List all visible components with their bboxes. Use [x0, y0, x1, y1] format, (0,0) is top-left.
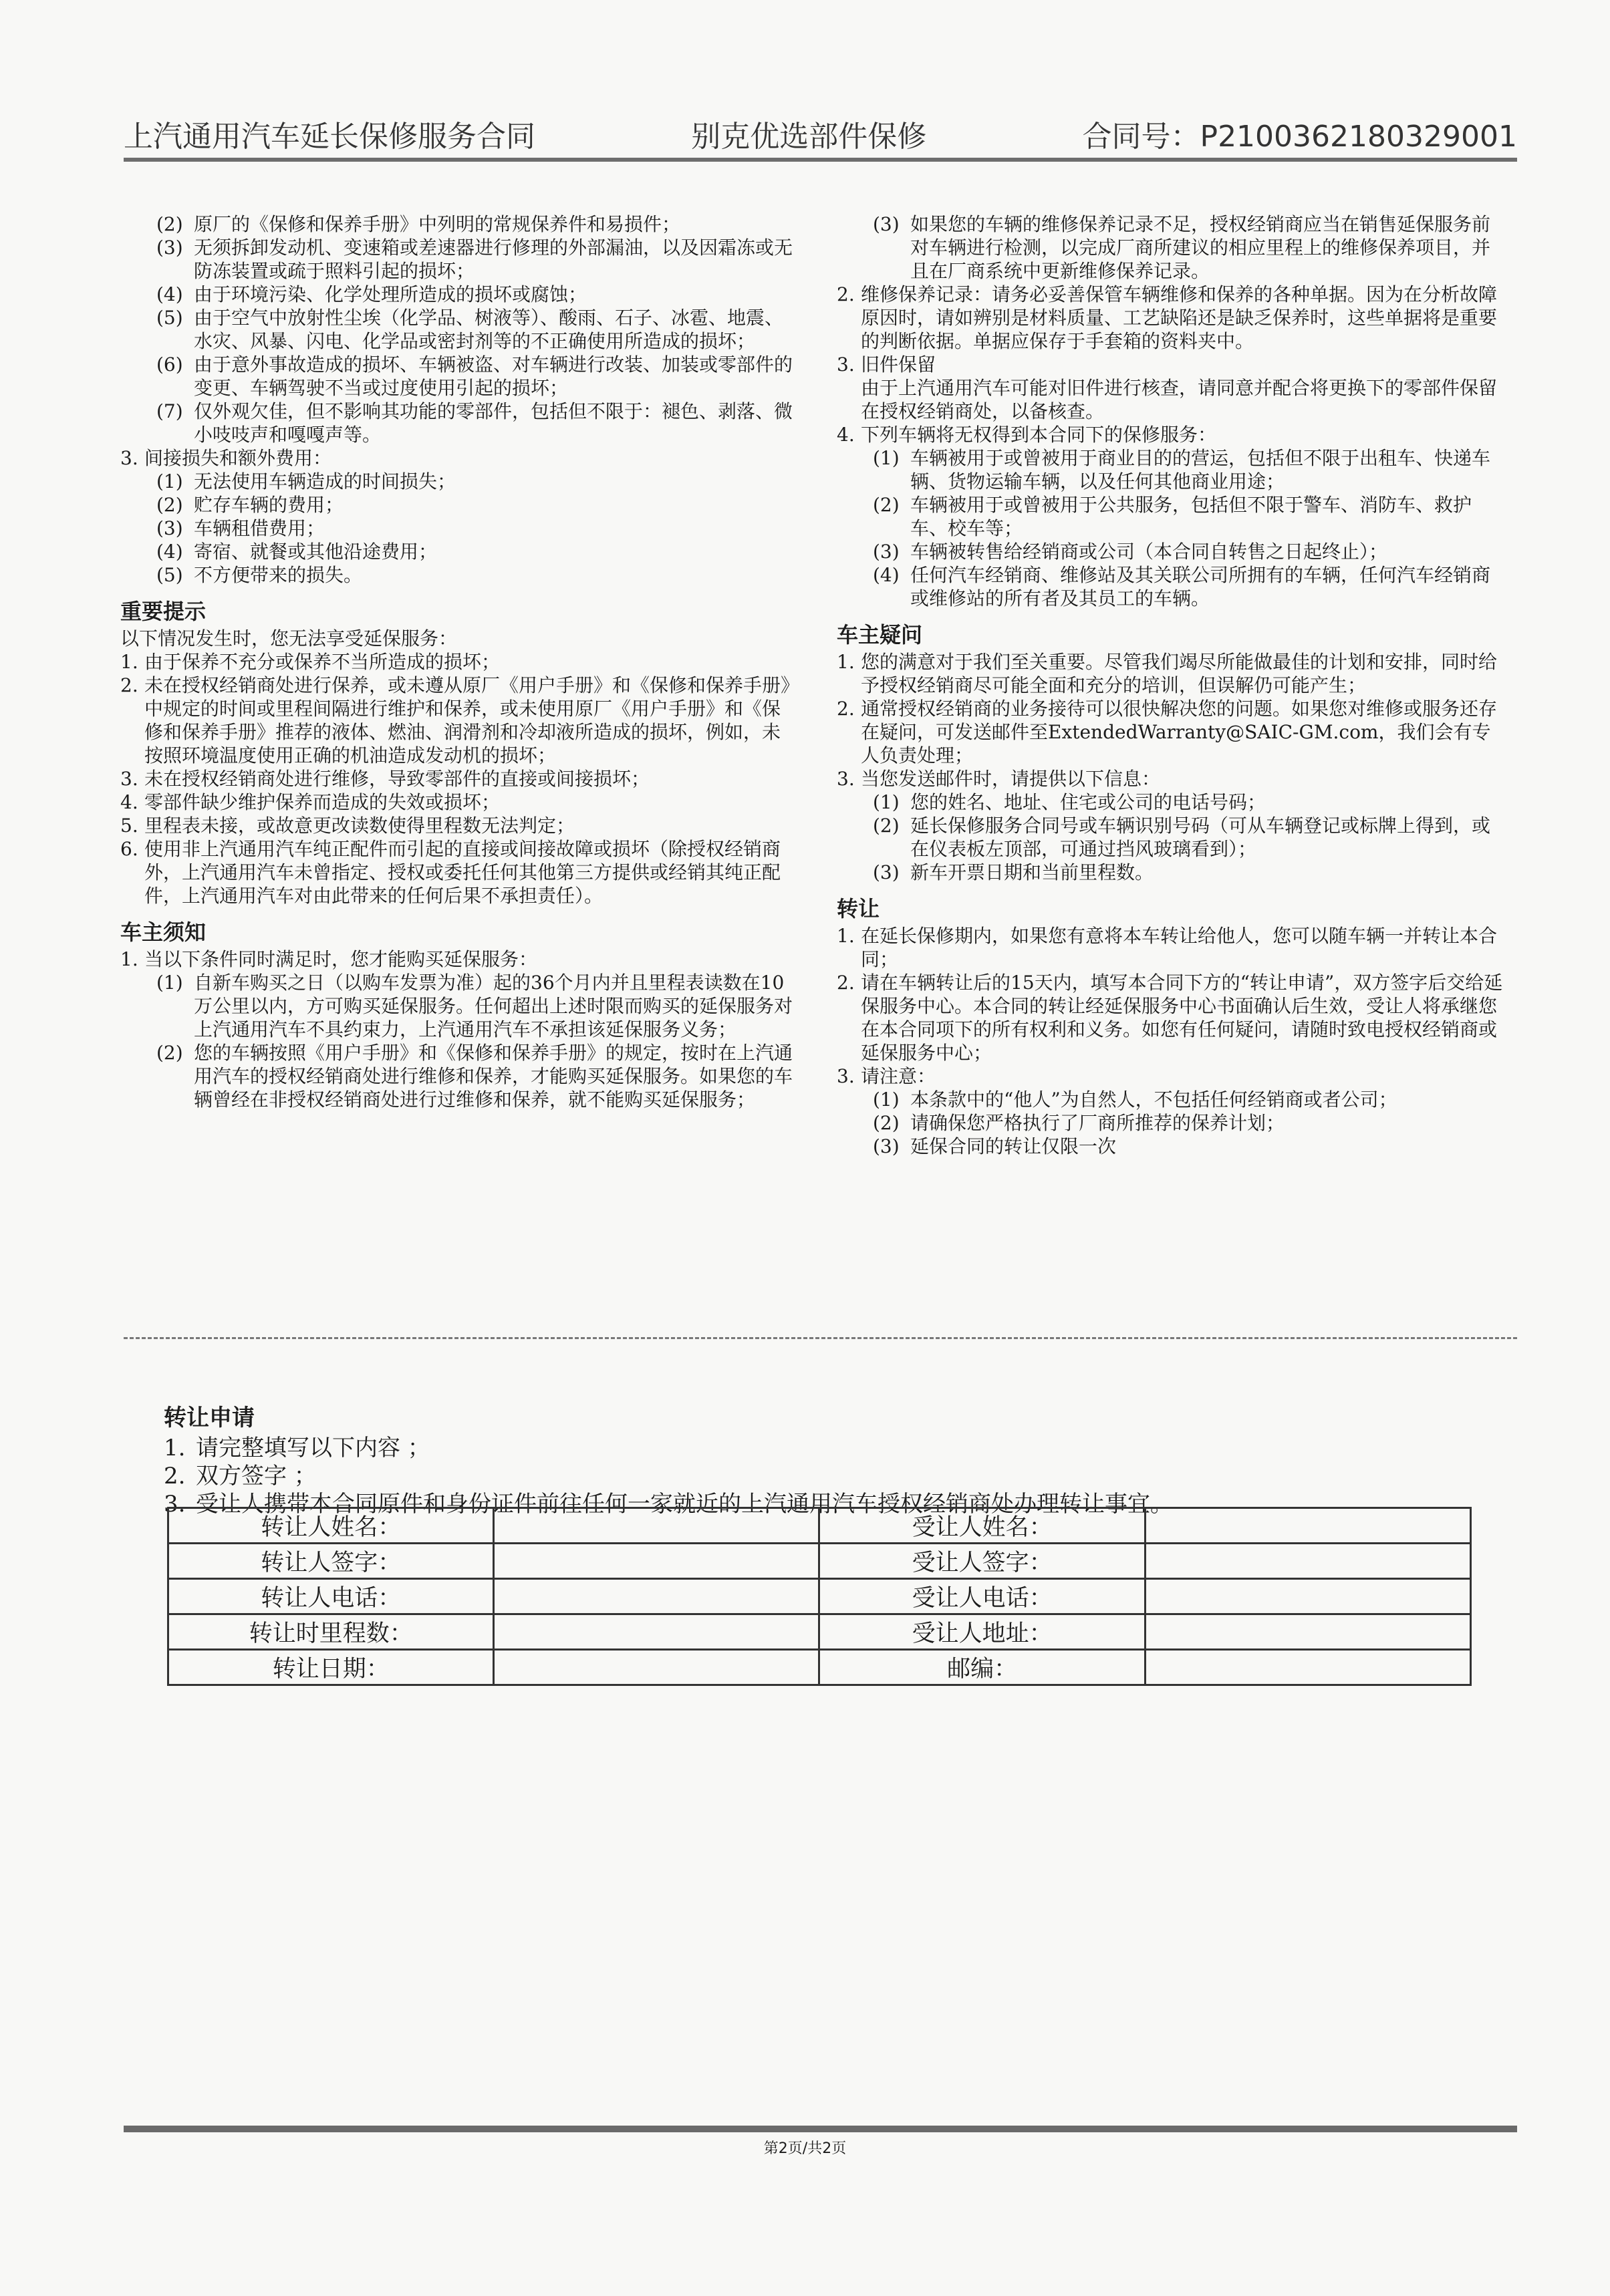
application-step-text: 受让人携带本合同原件和身份证件前往任何一家就近的上汽通用汽车授权经销商处办理转让事宜。	[196, 1491, 1173, 1518]
transferor-field-label: 转让时里程数：	[168, 1614, 494, 1650]
transfer-note-item-number: (3)	[873, 1135, 900, 1157]
notice-item-text: 里程表未接，或故意更改读数使得里程数无法判定；	[144, 815, 575, 837]
transfer-note-list	[837, 1088, 1505, 1158]
page-header	[124, 107, 1517, 155]
owner-must-know-list	[120, 971, 795, 1111]
transfer-note-item	[837, 1088, 1505, 1111]
footer-divider	[124, 2126, 1517, 2132]
no-right-item-text: 车辆被用于或曾被用于商业目的的营运，包括但不限于出租车、快递车辆、货物运输车辆，以及任何其他商业用途；	[910, 447, 1491, 492]
notice-item-number: 5.	[120, 815, 138, 837]
old-parts-clause: 3. 旧件保留	[837, 353, 936, 376]
owner-questions-list	[837, 650, 1505, 767]
transferee-field-input[interactable]	[1145, 1579, 1470, 1614]
no-right-item-text: 车辆被转售给经销商或公司（本合同自转售之日起终止）；	[910, 541, 1388, 563]
application-step	[164, 1462, 1520, 1490]
notice-item	[120, 674, 795, 767]
contract-subtitle: 别克优选部件保修	[691, 120, 927, 154]
mail-info-item	[837, 791, 1505, 814]
transfer-note-item	[837, 1135, 1505, 1158]
notice-item	[120, 767, 795, 791]
no-right-heading: 4. 下列车辆将无权得到本合同下的保修服务：	[837, 424, 1217, 446]
exclusion-item-text: 原厂的《保修和保养手册》中列明的常规保养件和易损件；	[194, 213, 681, 235]
no-right-item	[837, 540, 1505, 563]
notice-item	[120, 650, 795, 674]
notice-item	[120, 791, 795, 814]
question-item-text: 您的满意对于我们至关重要。尽管我们竭尽所能做最佳的计划和安排，同时给予授权经销商尽可能全面和充分的培训，但误解仍可能产生；	[861, 651, 1498, 696]
no-right-item-text: 车辆被用于或曾被用于公共服务，包括但不限于警车、消防车、救护车、校车等；	[910, 494, 1472, 539]
transferor-field-input[interactable]	[494, 1579, 819, 1614]
contract-number: 合同号：P2100362180329001	[1082, 120, 1517, 154]
transferee-field-input[interactable]	[1145, 1508, 1470, 1544]
transferee-field-input[interactable]	[1145, 1614, 1470, 1650]
notice-item	[120, 837, 795, 907]
transfer-item-number: 1.	[837, 925, 855, 947]
no-right-item-number: (4)	[873, 564, 900, 586]
indirect-loss-heading: 3. 间接损失和额外费用：	[120, 447, 332, 469]
mail-info-item-number: (3)	[873, 861, 900, 883]
form-row	[168, 1508, 1471, 1544]
exclusion-item	[120, 400, 795, 446]
no-right-item-number: (1)	[873, 447, 900, 469]
transferor-field-label: 转让人签字：	[168, 1544, 494, 1579]
notice-item-number: 2.	[120, 674, 138, 696]
application-step	[164, 1434, 1520, 1462]
transfer-title: 转让	[837, 896, 880, 921]
application-step-number: 3.	[164, 1491, 186, 1518]
indirect-loss-item	[120, 493, 795, 517]
notice-item-number: 4.	[120, 791, 138, 813]
no-right-item-number: (2)	[873, 494, 900, 516]
left-column	[120, 212, 795, 1111]
indirect-loss-item-number: (4)	[156, 541, 183, 563]
mail-info-item-number: (2)	[873, 815, 900, 837]
application-step-text: 双方签字 ；	[196, 1463, 317, 1489]
indirect-loss-item	[120, 517, 795, 540]
exclusion-list	[120, 212, 795, 446]
exclusion-item	[120, 283, 795, 306]
exclusion-item	[120, 353, 795, 400]
owner-condition-item-number: (2)	[156, 1042, 183, 1064]
owner-must-know-title: 车主须知	[120, 919, 207, 945]
transferee-field-label: 邮编：	[819, 1650, 1145, 1685]
no-right-item	[837, 493, 1505, 540]
exclusion-item-number: (6)	[156, 353, 183, 376]
indirect-loss-item	[120, 470, 795, 493]
transfer-list	[837, 924, 1505, 1064]
form-row	[168, 1579, 1471, 1614]
transferor-field-input[interactable]	[494, 1650, 819, 1685]
transfer-note-item-text: 延保合同的转让仅限一次	[910, 1135, 1117, 1157]
notice-item-number: 1.	[120, 651, 138, 673]
exclusion-item	[120, 236, 795, 283]
old-parts-desc: 由于上汽通用汽车可能对旧件进行核查，请同意并配合将更换下的零部件保留在授权经销商处，以备核查。	[861, 377, 1498, 422]
no-right-item-text: 任何汽车经销商、维修站及其关联公司所拥有的车辆，任何汽车经销商或维修站的所有者及其员工的车辆。	[910, 564, 1491, 609]
transferee-field-label: 受让人电话：	[819, 1579, 1145, 1614]
owner-condition-item-text: 自新车购买之日（以购车发票为准）起的36个月内并且里程表读数在10万公里以内，方可购买延保服务。任何超出上述时限而购买的延保服务对上汽通用汽车不具约束力，上汽通用汽车不承担该延保服务义务；	[194, 972, 793, 1040]
indirect-loss-item	[120, 563, 795, 587]
application-step-number: 2.	[164, 1463, 186, 1489]
question-item-number: 2.	[837, 698, 855, 720]
notice-item-text: 零部件缺少维护保养而造成的失效或损坏；	[144, 791, 501, 813]
question-item	[837, 650, 1505, 697]
cut-line-divider	[124, 1337, 1517, 1339]
transferor-field-label: 转让人电话：	[168, 1579, 494, 1614]
maintenance-record-item: (3) 如果您的车辆的维修保养记录不足，授权经销商应当在销售延保服务前对车辆进行检测，以完成厂商所建议的相应里程上的维修保养项目，并且在厂商系统中更新维修保养记录。	[873, 213, 1491, 282]
mail-info-item-text: 您的姓名、地址、住宅或公司的电话号码；	[910, 791, 1266, 813]
notice-item-text: 由于保养不充分或保养不当所造成的损坏；	[144, 651, 501, 673]
mail-info-list	[837, 791, 1505, 884]
transferee-field-label: 受让人姓名：	[819, 1508, 1145, 1544]
header-divider	[124, 158, 1517, 162]
owner-condition-item-text: 您的车辆按照《用户手册》和《保修和保养手册》的规定，按时在上汽通用汽车的授权经销商处进行维修和保养，才能购买延保服务。如果您的车辆曾经在非授权经销商处进行过维修和保养，就不能购买延保服务；	[194, 1042, 793, 1111]
form-row	[168, 1650, 1471, 1685]
important-notice-list	[120, 650, 795, 907]
indirect-loss-item-text: 无法使用车辆造成的时间损失；	[194, 470, 456, 492]
form-row	[168, 1544, 1471, 1579]
application-step-text: 请完整填写以下内容 ；	[196, 1435, 430, 1461]
exclusion-item-number: (4)	[156, 283, 183, 305]
transferor-field-input[interactable]	[494, 1508, 819, 1544]
transfer-item-number: 2.	[837, 972, 855, 994]
transfer-item-text: 请在车辆转让后的15天内，填写本合同下方的“转让申请”，双方签字后交给延保服务中心。本合同的转让经延保服务中心书面确认后生效，受让人将承继您在本合同项下的所有权利和义务。如您有任何疑问，请随时致电授权经销商或延保服务中心；	[861, 972, 1503, 1064]
transfer-item-text: 在延长保修期内，如果您有意将本车转让给他人，您可以随车辆一并转让本合同；	[861, 925, 1498, 970]
mail-info-heading: 3. 当您发送邮件时，请提供以下信息：	[837, 768, 1161, 790]
exclusion-item-text: 由于意外事故造成的损坏、车辆被盗、对车辆进行改装、加装或零部件的变更、车辆驾驶不当或过度使用引起的损坏；	[194, 353, 793, 399]
page-number: 第2页/共2页	[763, 2140, 847, 2157]
transfer-item	[837, 971, 1505, 1064]
indirect-loss-list	[120, 470, 795, 587]
indirect-loss-item-number: (5)	[156, 564, 183, 586]
form-row	[168, 1614, 1471, 1650]
indirect-loss-item-text: 寄宿、就餐或其他沿途费用；	[194, 541, 438, 563]
transfer-note-item-number: (1)	[873, 1089, 900, 1111]
transfer-note-item	[837, 1111, 1505, 1135]
important-notice-title: 重要提示	[120, 599, 207, 624]
transfer-note-heading: 3. 请注意：	[837, 1065, 936, 1087]
transferee-field-label: 受让人签字：	[819, 1544, 1145, 1579]
notice-item	[120, 814, 795, 837]
notice-item-text: 未在授权经销商处进行保养，或未遵从原厂《用户手册》和《保修和保养手册》中规定的时间或里程间隔进行维护和保养，或未使用原厂《用户手册》和《保修和保养手册》推荐的液体、燃油、润滑剂和冷却液所造成的损坏，例如，未按照环境温度使用正确的机油造成发动机的损坏；	[144, 674, 791, 766]
no-right-item-number: (3)	[873, 541, 900, 563]
transfer-application	[164, 1402, 1520, 1518]
mail-info-item-number: (1)	[873, 791, 900, 813]
question-item	[837, 697, 1505, 767]
notice-item-number: 6.	[120, 838, 138, 860]
owner-must-know-heading: 1. 当以下条件同时满足时，您才能购买延保服务：	[120, 948, 538, 970]
owner-questions-title: 车主疑问	[837, 622, 923, 648]
indirect-loss-item-text: 车辆租借费用；	[194, 517, 325, 539]
question-item-text: 通常授权经销商的业务接待可以很快解决您的问题。如果您对维修或服务还存在疑问，可发送邮件至ExtendedWarranty@SAIC-GM.com，我们会有专人负责处理；	[861, 698, 1498, 766]
application-step-number: 1.	[164, 1435, 186, 1461]
indirect-loss-item	[120, 540, 795, 563]
indirect-loss-item-number: (3)	[156, 517, 183, 539]
transferee-field-input[interactable]	[1145, 1544, 1470, 1579]
records-clause: 2. 维修保养记录：请务必妥善保管车辆维修和保养的各种单据。因为在分析故障原因时，请如辨别是材料质量、工艺缺陷还是缺乏保养时，这些单据将是重要的判断依据。单据应保存于手套箱的资料夹中。	[837, 283, 1498, 352]
exclusion-item-number: (2)	[156, 213, 183, 235]
transferee-field-label: 受让人地址：	[819, 1614, 1145, 1650]
owner-condition-item	[120, 1041, 795, 1111]
indirect-loss-item-text: 不方便带来的损失。	[194, 564, 363, 586]
notice-item-number: 3.	[120, 768, 138, 790]
mail-info-item-text: 新车开票日期和当前里程数。	[910, 861, 1154, 883]
exclusion-item-text: 由于空气中放射性尘埃（化学品、树液等）、酸雨、石子、冰雹、地震、水灾、风暴、闪电、化学品或密封剂等的不正确使用所造成的损坏；	[194, 307, 784, 352]
exclusion-item-number: (5)	[156, 307, 183, 329]
transferor-field-label: 转让人姓名：	[168, 1508, 494, 1544]
transfer-item	[837, 924, 1505, 971]
indirect-loss-item-text: 贮存车辆的费用；	[194, 494, 344, 516]
mail-info-item-text: 延长保修服务合同号或车辆识别号码（可从车辆登记或标牌上得到，或在仪表板左顶部，可通过挡风玻璃看到）；	[910, 815, 1491, 860]
exclusion-item-text: 仅外观欠佳，但不影响其功能的零部件，包括但不限于：褪色、剥落、微小吱吱声和嘎嘎声等。	[194, 400, 793, 446]
owner-condition-item-number: (1)	[156, 972, 183, 994]
no-right-item	[837, 563, 1505, 610]
right-column	[837, 212, 1505, 1158]
important-notice-intro: 以下情况发生时，您无法享受延保服务：	[120, 627, 458, 650]
exclusion-item-text: 由于环境污染、化学处理所造成的损坏或腐蚀；	[194, 283, 587, 305]
transfer-note-item-number: (2)	[873, 1112, 900, 1134]
transferee-field-input[interactable]	[1145, 1650, 1470, 1685]
application-steps	[164, 1434, 1520, 1518]
transfer-note-item-text: 本条款中的“他人”为自然人，不包括任何经销商或者公司；	[910, 1089, 1397, 1111]
exclusion-item-number: (3)	[156, 237, 183, 259]
notice-item-text: 使用非上汽通用汽车纯正配件而引起的直接或间接故障或损坏（除授权经销商外，上汽通用汽车未曾指定、授权或委托任何其他第三方提供或经销其纯正配件，上汽通用汽车对由此带来的任何后果不承担责任）。	[144, 838, 781, 907]
transferor-field-input[interactable]	[494, 1614, 819, 1650]
exclusion-item-text: 无须拆卸发动机、变速箱或差速器进行修理的外部漏油，以及因霜冻或无防冻装置或疏于照料引起的损坏；	[194, 237, 793, 282]
transferor-field-label: 转让日期：	[168, 1650, 494, 1685]
mail-info-item	[837, 861, 1505, 884]
mail-info-item	[837, 814, 1505, 861]
transferor-field-input[interactable]	[494, 1544, 819, 1579]
transfer-form-table	[167, 1507, 1472, 1686]
indirect-loss-item-number: (2)	[156, 494, 183, 516]
notice-item-text: 未在授权经销商处进行维修，导致零部件的直接或间接损坏；	[144, 768, 650, 790]
transfer-note-item-text: 请确保您严格执行了厂商所推荐的保养计划；	[910, 1112, 1285, 1134]
question-item-number: 1.	[837, 651, 855, 673]
no-right-item	[837, 446, 1505, 493]
indirect-loss-item-number: (1)	[156, 470, 183, 492]
exclusion-item	[120, 306, 795, 353]
exclusion-item	[120, 212, 795, 236]
contract-title: 上汽通用汽车延长保修服务合同	[124, 120, 535, 154]
transfer-application-title: 转让申请	[164, 1405, 255, 1431]
no-right-list	[837, 446, 1505, 610]
owner-condition-item	[120, 971, 795, 1041]
exclusion-item-number: (7)	[156, 400, 183, 422]
